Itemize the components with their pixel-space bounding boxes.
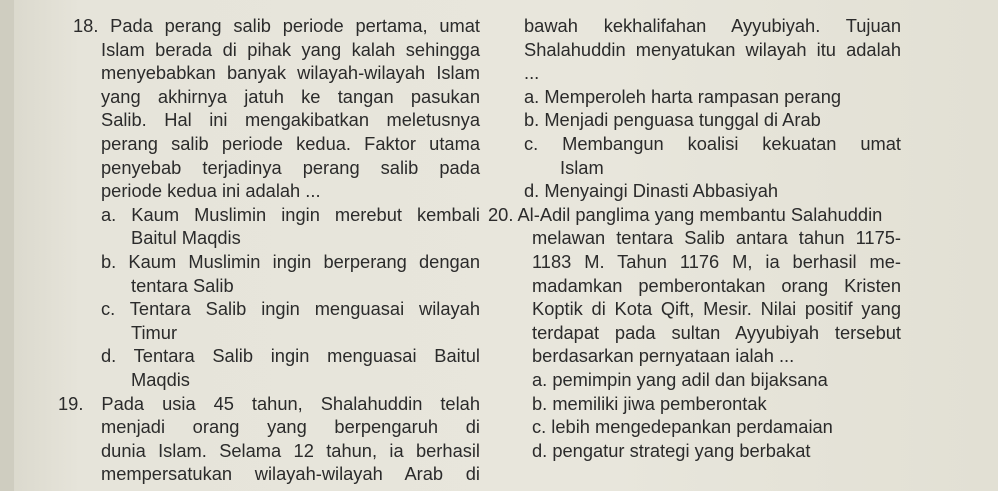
question-19-line: ... — [524, 62, 540, 84]
question-18-line: menyebabkan banyak wilayah-wilayah Islam — [101, 62, 480, 84]
question-20-line: madamkan pemberontakan orang Kristen — [532, 274, 901, 296]
question-20-line: terdapat pada sultan Ayyubiyah tersebut — [532, 321, 901, 343]
question-19-line: menjadi orang yang berpengaruh di — [101, 416, 480, 438]
option-b: b. memiliki jiwa pemberontak — [532, 392, 767, 414]
question-19-line: bawah kekhalifahan Ayyubiyah. Tujuan — [524, 15, 901, 36]
question-18-line: Islam berada di pihak yang kalah sehingga — [101, 38, 480, 60]
option-d: d. Menyaingi Dinasti Abbasiyah — [524, 180, 779, 202]
option-a-cont: Baitul Maqdis — [131, 227, 241, 249]
question-19-line: dunia Islam. Selama 12 tahun, ia berhasil — [101, 439, 480, 461]
question-20-line: 20. Al-Adil panglima yang membantu Salahuddin — [488, 203, 883, 225]
question-18-line: penyebab terjadinya perang salib pada — [101, 156, 480, 178]
option-b: b. Menjadi penguasa tunggal di Arab — [524, 109, 821, 131]
option-b-cont: tentara Salib — [131, 274, 234, 296]
question-19-line: Shalahuddin menyatukan wilayah itu adalah — [524, 38, 901, 60]
option-c: c. Membangun koalisi kekuatan umat — [524, 132, 901, 154]
option-c: c. Tentara Salib ingin menguasai wilayah — [101, 298, 480, 320]
option-d: d. Tentara Salib ingin menguasai Baitul — [101, 345, 480, 367]
option-a: a. pemimpin yang adil dan bijaksana — [532, 368, 828, 390]
option-b: b. Kaum Muslimin ingin berperang dengan — [101, 250, 480, 272]
option-c: c. lebih mengedepankan perdamaian — [532, 416, 833, 438]
option-c-cont: Islam — [560, 156, 604, 178]
question-18-line: periode kedua ini adalah ... — [101, 180, 321, 202]
question-20-line: Koptik di Kota Qift, Mesir. Nilai positif yang — [532, 298, 901, 320]
question-20-line: berdasarkan pernyataan ialah ... — [532, 345, 795, 367]
question-18-line: Salib. Hal ini mengakibatkan meletusnya — [101, 109, 480, 131]
option-d: d. pengatur strategi yang berbakat — [532, 439, 811, 461]
option-c-cont: Timur — [131, 321, 178, 343]
right-column — [488, 14, 901, 462]
question-20-line: melawan tentara Salib antara tahun 1175- — [532, 227, 901, 249]
question-18-line: 18. Pada perang salib periode pertama, umat — [73, 15, 480, 36]
option-a: a. Kaum Muslimin ingin merebut kembali — [101, 203, 480, 225]
question-19-line: 19. Pada usia 45 tahun, Shalahuddin telah — [58, 392, 480, 414]
option-d-cont: Maqdis — [131, 368, 190, 390]
page-edge — [0, 0, 14, 491]
question-18-line: yang akhirnya jatuh ke tangan pasukan — [101, 85, 480, 107]
left-column — [58, 14, 480, 486]
question-18-line: perang salib periode kedua. Faktor utama — [101, 132, 480, 154]
question-20-line: 1183 M. Tahun 1176 M, ia berhasil me- — [532, 250, 901, 272]
question-19-line: mempersatukan wilayah-wilayah Arab di — [101, 463, 480, 485]
option-a: a. Memperoleh harta rampasan perang — [524, 85, 842, 107]
